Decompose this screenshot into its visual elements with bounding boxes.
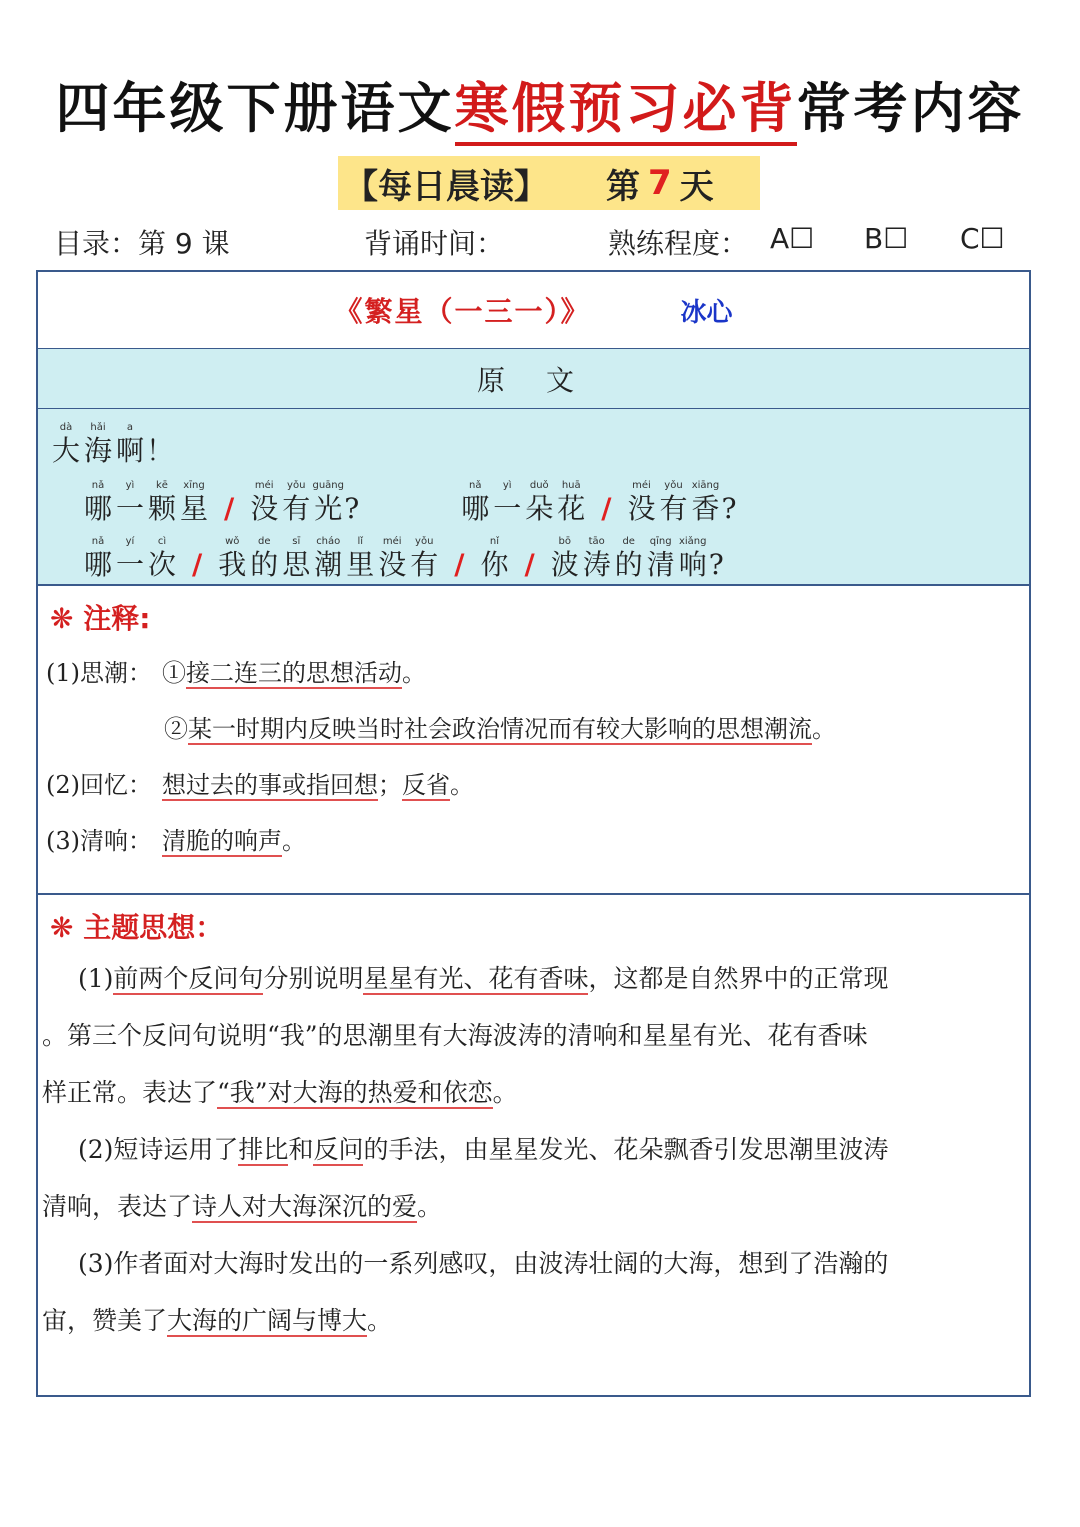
exclamation: ！	[146, 434, 175, 467]
recite-time-label: 背诵时间：	[364, 227, 505, 260]
section-label: 原 文	[477, 363, 590, 397]
pinyin-char	[555, 479, 587, 525]
pinyin-text: guāng	[312, 480, 344, 491]
phrase-wo-de-si-chao	[216, 535, 440, 581]
hanzi-text: 朵	[525, 492, 554, 525]
pinyin-char	[82, 421, 114, 467]
pinyin-text: cháo	[316, 536, 341, 547]
daily-reading-banner	[338, 156, 760, 210]
pause-mark: /	[524, 548, 535, 581]
option-c-checkbox[interactable]: C☐	[960, 222, 1005, 255]
note-1	[46, 653, 426, 688]
note-text: 清脆的响声	[162, 827, 282, 855]
hanzi-text: 一	[493, 492, 522, 525]
hanzi-text: 有	[410, 548, 439, 581]
pinyin-text: kē	[156, 480, 168, 491]
pinyin-char	[146, 535, 178, 581]
hanzi-text: 的	[614, 548, 643, 581]
note-3	[46, 821, 306, 856]
day-prefix: 第	[606, 166, 640, 207]
page-title	[0, 66, 1080, 143]
pinyin-text: nǎ	[469, 480, 482, 491]
pinyin-char	[50, 421, 82, 467]
meta-row	[54, 222, 1024, 262]
note-2	[46, 765, 474, 800]
pinyin-char	[82, 479, 114, 525]
phrase-na-yi-ke-xing	[82, 479, 210, 525]
hanzi-text: 没	[250, 492, 279, 525]
circled-mark: ②	[164, 715, 188, 743]
pinyin-char	[280, 535, 312, 581]
note-1b	[164, 709, 836, 744]
phrase-ni	[478, 535, 510, 581]
para-text: (3)作者面对大海时发出的一系列感叹，由波涛壮阔的大海，想到了浩瀚的	[78, 1249, 889, 1278]
pinyin-char	[344, 535, 376, 581]
note-text: 想过去的事或指回想	[162, 771, 378, 799]
pinyin-char	[248, 535, 280, 581]
poem-title: 《繁星（一三一）》	[334, 295, 591, 328]
pinyin-text: bō	[558, 536, 571, 547]
note-punct: 。	[402, 659, 426, 687]
pinyin-text: qīng	[649, 536, 672, 547]
pinyin-text: huā	[561, 480, 581, 491]
pinyin-text: yí	[125, 536, 135, 547]
pinyin-text: nǎ	[91, 536, 105, 547]
pinyin-char	[478, 535, 510, 581]
para-text: 反问	[313, 1135, 364, 1164]
hanzi-text: 颗	[147, 492, 176, 525]
pinyin-char	[216, 535, 248, 581]
pinyin-text: méi	[254, 480, 274, 491]
note-punct: ；	[378, 771, 402, 799]
hanzi-text: 里	[346, 548, 375, 581]
option-a-checkbox[interactable]: A☐	[770, 222, 815, 255]
para-text: 大海的广阔与博大	[167, 1306, 368, 1335]
banner-label: 【每日晨读】	[344, 166, 548, 207]
pinyin-text: méi	[382, 536, 402, 547]
pinyin-text: dà	[59, 422, 73, 433]
para-text: 排比	[238, 1135, 289, 1164]
para-text: 和	[288, 1135, 314, 1164]
pinyin-text: nǎ	[91, 480, 105, 491]
hanzi-text: 有	[659, 492, 688, 525]
pinyin-text: yǒu	[664, 480, 683, 491]
pinyin-text: de	[257, 536, 271, 547]
pinyin-text: cì	[157, 536, 167, 547]
pinyin-char	[549, 535, 581, 581]
pinyin-text: de	[622, 536, 635, 547]
hanzi-text: 一	[115, 548, 144, 581]
hanzi-text: 清	[646, 548, 675, 581]
phrase-na-yi-duo-hua	[459, 479, 587, 525]
pinyin-text: duǒ	[529, 480, 549, 491]
title-part-2: 常考内容	[796, 77, 1025, 140]
phrase-mei-you-guang	[248, 479, 344, 525]
pinyin-text: yì	[125, 480, 135, 491]
original-text-header	[38, 349, 1029, 410]
para-text: 星星有光、花有香味	[363, 964, 589, 993]
pinyin-char	[114, 479, 146, 525]
hanzi-text: 哪	[83, 548, 112, 581]
hanzi-text: 光	[314, 492, 343, 525]
pinyin-text: wǒ	[225, 536, 240, 547]
para-text: 。	[492, 1078, 518, 1107]
pinyin-text: sī	[292, 536, 301, 547]
pause-mark: /	[224, 492, 235, 525]
pinyin-text: méi	[632, 480, 651, 491]
circled-mark: ①	[162, 659, 186, 687]
poem-title-row	[38, 272, 1029, 350]
para-text: 。第三个反问句说明“我”的思潮里有大海波涛的清响和星星有光、花有香味	[42, 1021, 868, 1050]
pinyin-text: tāo	[588, 536, 605, 547]
para-number: (1)	[78, 964, 114, 993]
pause-mark: /	[454, 548, 465, 581]
note-text: 反省	[402, 771, 450, 799]
note-text: 接二连三的思想活动	[186, 659, 402, 687]
para-text: “我”对大海的热爱和依恋	[217, 1078, 493, 1107]
pinyin-char	[312, 535, 344, 581]
pinyin-char	[408, 535, 440, 581]
pinyin-char	[657, 479, 689, 525]
hanzi-text: 涛	[582, 548, 611, 581]
pinyin-char	[491, 479, 523, 525]
pinyin-text: hǎi	[90, 422, 106, 433]
theme-heading: ❋ 主题思想：	[50, 911, 224, 944]
hanzi-text: 哪	[83, 492, 112, 525]
catalog-label: 目录：第 9 课	[54, 227, 230, 260]
hanzi-text: 没	[627, 492, 656, 525]
para-text: 分别说明	[263, 964, 364, 993]
title-highlight: 寒假预习必背	[455, 77, 797, 146]
theme-paragraph-2	[42, 1121, 1028, 1235]
note-label: (1)思潮：	[46, 659, 152, 687]
hanzi-text: 一	[115, 492, 144, 525]
notes-section	[38, 585, 1029, 895]
option-b-checkbox[interactable]: B☐	[864, 222, 909, 255]
pinyin-char	[613, 535, 645, 581]
hanzi-text: 没	[378, 548, 407, 581]
pinyin-char	[114, 535, 146, 581]
pinyin-text: a	[126, 422, 134, 433]
hanzi-text: 思	[282, 548, 311, 581]
pinyin-char	[312, 479, 344, 525]
theme-section	[38, 894, 1029, 1394]
para-text: 样正常。表达了	[42, 1078, 218, 1107]
phrase-na-yi-ci	[82, 535, 178, 581]
pinyin-char	[280, 479, 312, 525]
hanzi-text: 我	[218, 548, 247, 581]
para-text: 。	[367, 1306, 393, 1335]
pinyin-text: yì	[502, 480, 512, 491]
pinyin-char	[146, 479, 178, 525]
pinyin-char	[248, 479, 280, 525]
pinyin-char	[645, 535, 677, 581]
phrase-da-hai-a	[50, 421, 146, 467]
day-number: 7	[648, 163, 672, 203]
question-mark: ?	[344, 492, 360, 525]
proficiency-label: 熟练程度：	[608, 227, 749, 260]
pinyin-char	[82, 535, 114, 581]
day-suffix: 天	[679, 166, 714, 207]
hanzi-text: 哪	[461, 492, 490, 525]
para-text: 诗人对大海深沉的爱	[192, 1192, 418, 1221]
note-label: (3)清响：	[46, 827, 152, 855]
para-text: (2)短诗运用了	[78, 1135, 239, 1164]
pinyin-char	[178, 479, 210, 525]
hanzi-text: 香	[691, 492, 720, 525]
pinyin-char	[459, 479, 491, 525]
hanzi-text: 波	[550, 548, 579, 581]
para-text: 的手法，由星星发光、花朵飘香引发思潮里波涛	[363, 1135, 889, 1164]
pinyin-text: xīng	[183, 480, 205, 491]
hanzi-text: 响	[678, 548, 707, 581]
hanzi-text: 星	[179, 492, 208, 525]
note-punct: 。	[450, 771, 474, 799]
poem-line-1	[50, 421, 174, 467]
hanzi-text: 次	[147, 548, 176, 581]
pause-mark: /	[601, 492, 612, 525]
pinyin-char	[376, 535, 408, 581]
para-text: ，这都是自然界中的正常现	[588, 964, 889, 993]
note-label: (2)回忆：	[46, 771, 152, 799]
hanzi-text: 潮	[314, 548, 343, 581]
question-mark: ?	[708, 548, 724, 581]
pinyin-char	[689, 479, 721, 525]
hanzi-text: 海	[83, 434, 112, 467]
note-punct: 。	[282, 827, 306, 855]
content-box	[36, 270, 1031, 1397]
pinyin-text: lǐ	[357, 536, 364, 547]
poem-body	[38, 409, 1029, 586]
note-text: 某一时期内反映当时社会政治情况而有较大影响的思想潮流	[188, 715, 812, 743]
poem-author: 冰心	[680, 297, 733, 328]
theme-paragraph-1	[42, 950, 1028, 1121]
theme-paragraph-3	[42, 1235, 1028, 1349]
pause-mark: /	[192, 548, 203, 581]
para-text: 前两个反问句	[113, 964, 264, 993]
pinyin-text: xiāng	[691, 480, 720, 491]
hanzi-text: 啊	[115, 434, 144, 467]
poem-line-2	[82, 479, 737, 525]
pinyin-char	[677, 535, 709, 581]
notes-heading: ❋ 注释:	[50, 602, 151, 635]
hanzi-text: 大	[51, 434, 80, 467]
pinyin-char	[625, 479, 657, 525]
hanzi-text: 的	[250, 548, 279, 581]
pinyin-text: yǒu	[415, 536, 434, 547]
pinyin-text: nǐ	[489, 536, 500, 547]
hanzi-text: 有	[282, 492, 311, 525]
para-text: 清响，表达了	[42, 1192, 193, 1221]
phrase-bo-tao-qing-xiang	[549, 535, 709, 581]
pinyin-text: xiǎng	[678, 536, 707, 547]
phrase-mei-you-xiang	[625, 479, 721, 525]
title-part-1: 四年级下册语文	[55, 77, 455, 140]
hanzi-text: 你	[480, 548, 509, 581]
hanzi-text: 花	[557, 492, 586, 525]
pinyin-char	[523, 479, 555, 525]
poem-line-3	[82, 535, 724, 581]
pinyin-text: yǒu	[287, 480, 306, 491]
pinyin-char	[114, 421, 146, 467]
para-text: 。	[417, 1192, 443, 1221]
question-mark: ?	[721, 492, 737, 525]
pinyin-char	[581, 535, 613, 581]
para-text: 宙，赞美了	[42, 1306, 168, 1335]
note-punct: 。	[812, 715, 836, 743]
